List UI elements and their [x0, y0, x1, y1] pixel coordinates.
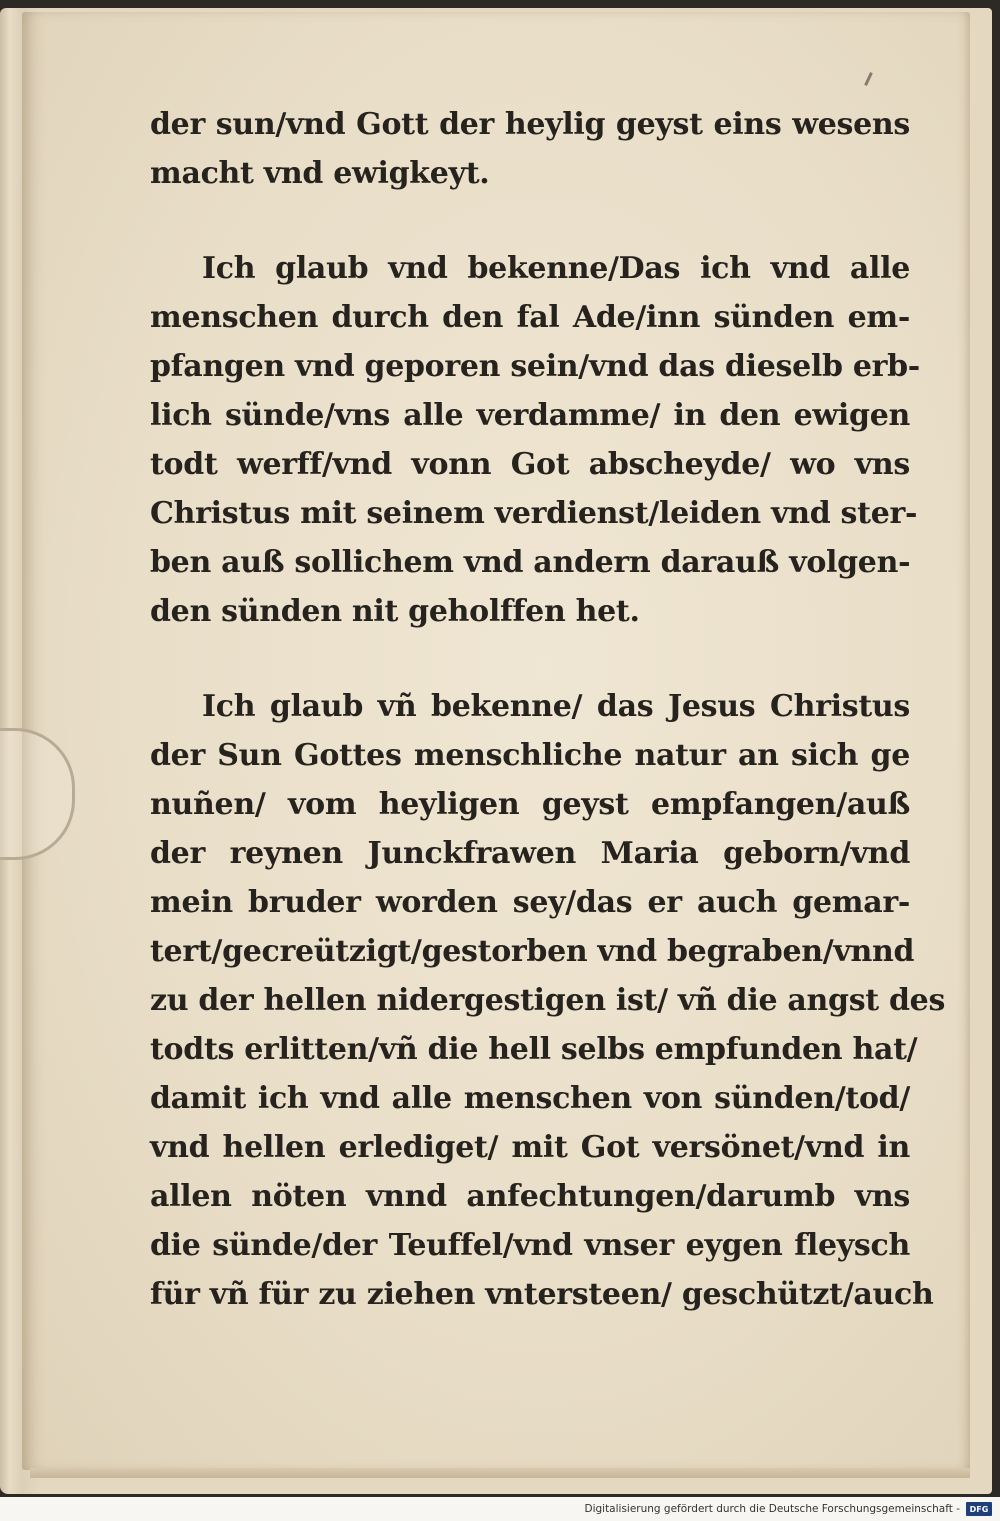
paragraph-3: [150, 682, 946, 1319]
paragraph-1: [150, 100, 910, 198]
text-line: der Sun Gottes menschliche natur an sich ge: [150, 738, 910, 773]
page-bottom-edge: [30, 1468, 970, 1478]
digitization-footer: [0, 1497, 1000, 1521]
text-line: menschen durch den fal Ade/inn sünden em-: [150, 300, 910, 335]
text-line: tert/gecreützigt/gestorben vnd begraben/vnnd: [150, 934, 915, 969]
paper-mark: [864, 72, 873, 86]
text-line: macht vnd ewigkeyt.: [150, 156, 490, 191]
paragraph-gap: [150, 198, 910, 244]
text-line: todts erlitten/vñ die hell selbs empfunden hat/: [150, 1032, 918, 1067]
text-line: die sünde/der Teuffel/vnd vnser eygen fleysch: [150, 1228, 910, 1263]
text-line: Christus mit seinem verdienst/leiden vnd ster-: [150, 496, 918, 531]
text-line: zu der hellen nidergestigen ist/ vñ die angst des: [150, 983, 946, 1018]
text-line: den sünden nit geholffen het.: [150, 594, 640, 629]
text-line: pfangen vnd geporen sein/vnd das dieselb erb-: [150, 349, 920, 384]
text-line: mein bruder worden sey/das er auch gemar-: [150, 885, 910, 920]
text-line: ben auß sollichem vnd andern darauß volgen-: [150, 545, 911, 580]
text-line: lich sünde/vns alle verdamme/ in den ewigen: [150, 398, 910, 433]
text-line: vnd hellen erlediget/ mit Got versönet/vnd in: [150, 1130, 910, 1165]
text-line: damit ich vnd alle menschen von sünden/tod/: [150, 1081, 910, 1116]
text-line: Ich glaub vñ bekenne/ das Jesus Christus: [202, 689, 910, 724]
text-line: Ich glaub vnd bekenne/Das ich vnd alle: [202, 251, 910, 286]
page-text: [150, 100, 946, 1319]
paragraph-gap: [150, 636, 910, 682]
text-line: nuñen/ vom heyligen geyst empfangen/auß: [150, 787, 910, 822]
paragraph-2: [150, 244, 920, 636]
text-line: der reynen Junckfrawen Maria geborn/vnd: [150, 836, 910, 871]
text-line: der sun/vnd Gott der heylig geyst eins wesens: [150, 107, 910, 142]
text-line: allen nöten vnnd anfechtungen/darumb vns: [150, 1179, 910, 1214]
text-line: für vñ für zu ziehen vntersteen/ geschützt/auch: [150, 1277, 934, 1312]
text-line: todt werff/vnd vonn Got abscheyde/ wo vns: [150, 447, 910, 482]
footer-credit: Digitalisierung gefördert durch die Deutsche Forschungsgemeinschaft -: [584, 1503, 960, 1515]
dfg-logo: DFG: [966, 1502, 992, 1516]
